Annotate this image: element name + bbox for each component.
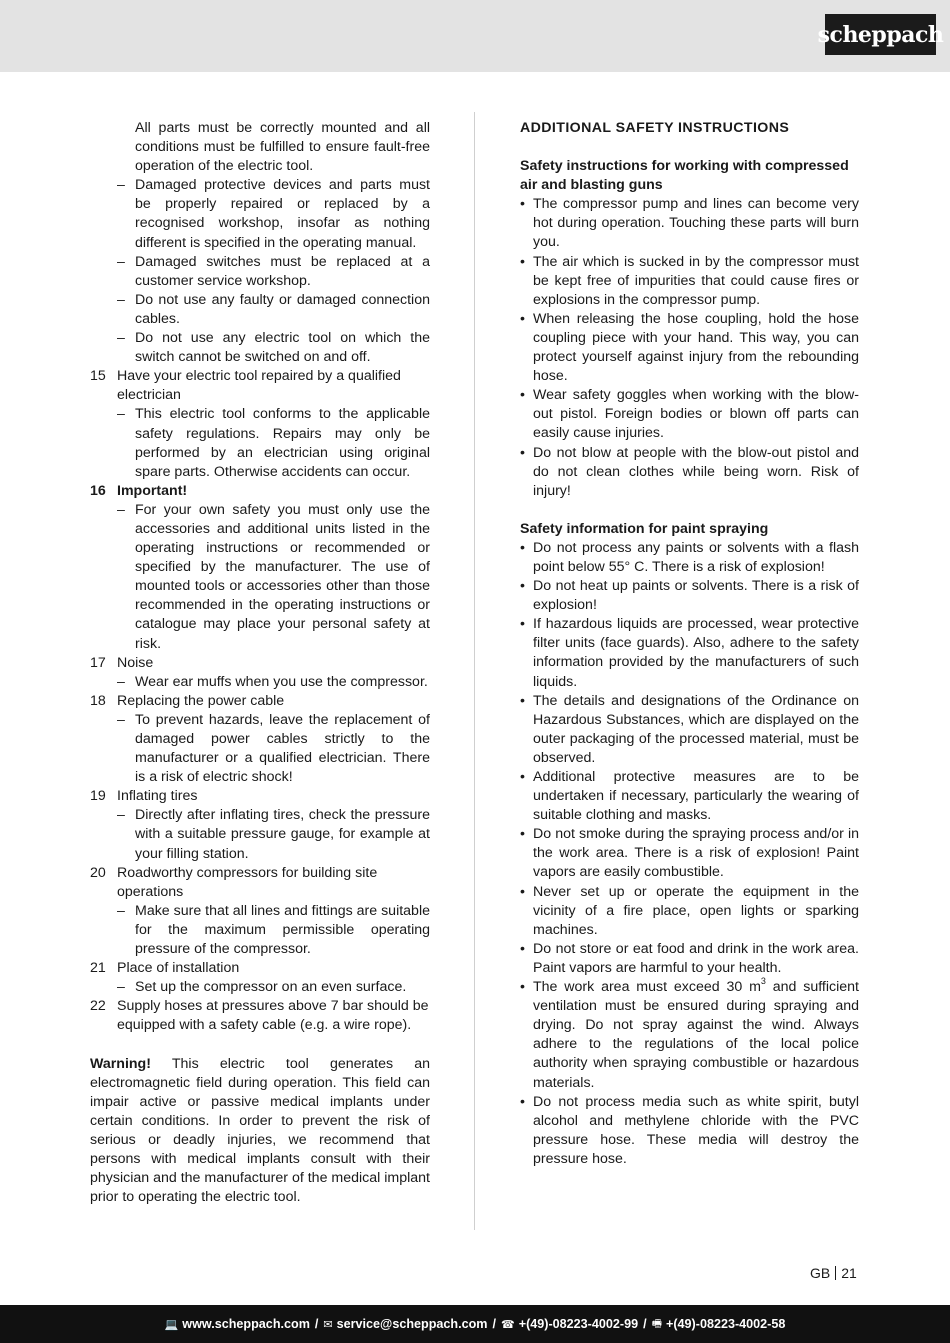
dash-marker: – [117, 291, 125, 308]
section-title: ADDITIONAL SAFETY INSTRUCTIONS [520, 120, 790, 136]
dash-item: – Damaged switches must be replaced at a customer service workshop. [90, 253, 430, 291]
dash-item: – Do not use any electric tool on which the switch cannot be switched on and off. [90, 329, 430, 367]
numbered-item-15: 15 Have your electric tool repaired by a qualified electrician [90, 368, 401, 404]
bullet-item: • If hazardous liquids are processed, wear protective filter units (face guards). Also, adhere to the safety information provided by the manufacturers of such liquids. [520, 615, 859, 691]
list-item-continuation: All parts must be correctly mounted and all conditions must be fulfilled to ensure fault-free operation of the electric tool. [135, 120, 430, 175]
dash-item: – To prevent hazards, leave the replacement of damaged power cables strictly to the manufacturer or a qualified electrician. There is a risk of electric shock! [90, 711, 430, 787]
numbered-item-17: 17 Noise [90, 654, 154, 671]
bullet-marker: • [520, 1093, 525, 1110]
bullet-marker: • [520, 196, 525, 213]
dash-item: – For your own safety you must only use the accessories and additional units listed in the operating instructions or recommended or specified by the manufacturer. The use of mounted tools or accessories other than those recommended in the operating instructions or catalogue may place your personal safety at risk. [90, 501, 430, 654]
bullet-marker: • [520, 387, 525, 404]
bullet-marker: • [520, 444, 525, 461]
dash-marker: – [117, 807, 125, 824]
bullet-item: • Do not process media such as white spirit, butyl alcohol and methylene chloride with the PVC pressure hose. These media will destroy the pressure hose. [520, 1093, 859, 1169]
right-column [520, 119, 859, 1169]
bullet-marker: • [520, 616, 525, 633]
footer-phone: +(49)-08223-4002-99 [518, 1317, 639, 1331]
warning-label: Warning! [90, 1055, 151, 1072]
dash-marker: – [117, 902, 125, 919]
footer-bar: 💻 www.scheppach.com / ✉ service@scheppach.com / ☎ +(49)-08223-4002-99 / 🖷 +(49)-08223-4002-58 [0, 1305, 950, 1343]
bullet-marker: • [520, 578, 525, 595]
page-number: GB 21 [810, 1265, 857, 1281]
warning-text: This electric tool generates an electromagnetic field during operation. This field can impair active or passive medical implants under certain conditions. In order to prevent the risk of serious or deadly injuries, we recommend that persons with medical implants consult with their physician and the manufacturer of the medical implant prior to operating the electric tool. [90, 1055, 430, 1206]
numbered-item-16: 16 Important! [90, 482, 188, 499]
header-bar [0, 0, 950, 72]
bullet-marker: • [520, 940, 525, 957]
dash-item: – Make sure that all lines and fittings are suitable for the maximum permissible operating pressure of the compressor. [90, 902, 430, 959]
numbered-item-21: 21 Place of installation [90, 960, 240, 977]
scheppach-logo: scheppach [825, 14, 936, 55]
bullet-item: • The details and designations of the Ordinance on Hazardous Substances, which are displayed on the outer packaging of the processed material, must be observed. [520, 692, 859, 768]
bullet-item: • Do not heat up paints or solvents. There is a risk of explosion! [520, 577, 859, 615]
bullet-item: • Do not process any paints or solvents with a flash point below 55° C. There is a risk of explosion! [520, 539, 859, 577]
dash-marker: – [117, 330, 125, 347]
bullet-item: • Wear safety goggles when working with the blow-out pistol. Foreign bodies or blown off parts can easily cause injuries. [520, 386, 859, 443]
dash-item: – This electric tool conforms to the applicable safety regulations. Repairs may only be performed by an electrician using original spare parts. Otherwise accidents can occur. [90, 405, 430, 481]
dash-marker: – [117, 979, 125, 996]
dash-item: – Set up the compressor on an even surface. [90, 978, 430, 997]
bullet-item-work-area: • The work area must exceed 30 $m^3$ and sufficient ventilation must be ensured during spraying and drying. Do not spray against the wind. Always adhere to the regulations of the local police authority when spraying combustible or hazardous materials. [520, 978, 859, 1093]
bullet-item: • Additional protective measures are to be undertaken if necessary, particularly the wearing of suitable clothing and masks. [520, 768, 859, 825]
footer-fax: +(49)-08223-4002-58 [666, 1317, 786, 1331]
bullet-item: • When releasing the hose coupling, hold the hose coupling piece with your hand. This way, you can protect yourself against injury from the rebounding hose. [520, 310, 859, 386]
paint-spraying-heading: Safety information for paint spraying [520, 520, 769, 537]
dash-marker: – [117, 406, 125, 423]
bullet-item: • The compressor pump and lines can become very hot during operation. Touching these parts will burn you. [520, 195, 859, 252]
computer-icon: 💻 [164, 1317, 179, 1331]
dash-marker: – [117, 501, 125, 518]
bullet-item: • Do not blow at people with the blow-out pistol and do not clean clothes while being worn. Risk of injury! [520, 444, 859, 501]
bullet-item: • The air which is sucked in by the compressor must be kept free of impurities that could cause fires or explosions in the compressor pump. [520, 253, 859, 310]
dash-marker: – [117, 673, 125, 690]
column-divider [474, 112, 475, 1230]
envelope-icon: ✉ [323, 1317, 333, 1331]
dash-item: – Wear ear muffs when you use the compressor. [90, 673, 430, 692]
footer-email-link[interactable]: service@scheppach.com [336, 1317, 488, 1331]
telephone-icon: ☎ [501, 1317, 515, 1331]
bullet-marker: • [520, 769, 525, 785]
dash-marker: – [117, 253, 125, 270]
bullet-marker: • [520, 310, 525, 327]
fax-icon: 🖷 [651, 1316, 662, 1330]
bullet-marker: • [520, 539, 525, 556]
bullet-item: • Do not store or eat food and drink in the work area. Paint vapors are harmful to your health. [520, 940, 859, 978]
dash-item: – Do not use any faulty or damaged connection cables. [90, 291, 430, 329]
dash-item: – Damaged protective devices and parts must be properly repaired or replaced by a recognised workshop, insofar as nothing different is specified in the operating manual. [90, 176, 430, 252]
bullet-marker: • [520, 979, 525, 996]
dash-marker: – [117, 711, 125, 728]
compressed-air-heading: Safety instructions for working with compressed air and blasting guns [520, 158, 849, 194]
dash-item: – Directly after inflating tires, check the pressure with a suitable pressure gauge, for example at your filling station. [90, 806, 430, 863]
numbered-item-18: 18 Replacing the power cable [90, 692, 285, 709]
bullet-marker: • [520, 253, 525, 270]
left-column [90, 119, 430, 1207]
dash-marker: – [117, 177, 125, 194]
numbered-item-20: 20 Roadworthy compressors for building site operations [90, 864, 378, 900]
numbered-item-19: 19 Inflating tires [90, 788, 198, 805]
bullet-item: • Never set up or operate the equipment in the vicinity of a fire place, open lights or sparking machines. [520, 883, 859, 940]
footer-website-link[interactable]: www.scheppach.com [182, 1317, 310, 1331]
bullet-item: • Do not smoke during the spraying process and/or in the work area. There is a risk of explosion! Paint vapors are easily combustible. [520, 825, 859, 882]
bullet-marker: • [520, 826, 525, 843]
bullet-marker: • [520, 692, 525, 709]
numbered-item-22: 22 Supply hoses at pressures above 7 bar should be equipped with a safety cable (e.g. a wire rope). [90, 998, 429, 1034]
warning-paragraph [90, 1055, 430, 1208]
bullet-marker: • [520, 883, 525, 900]
